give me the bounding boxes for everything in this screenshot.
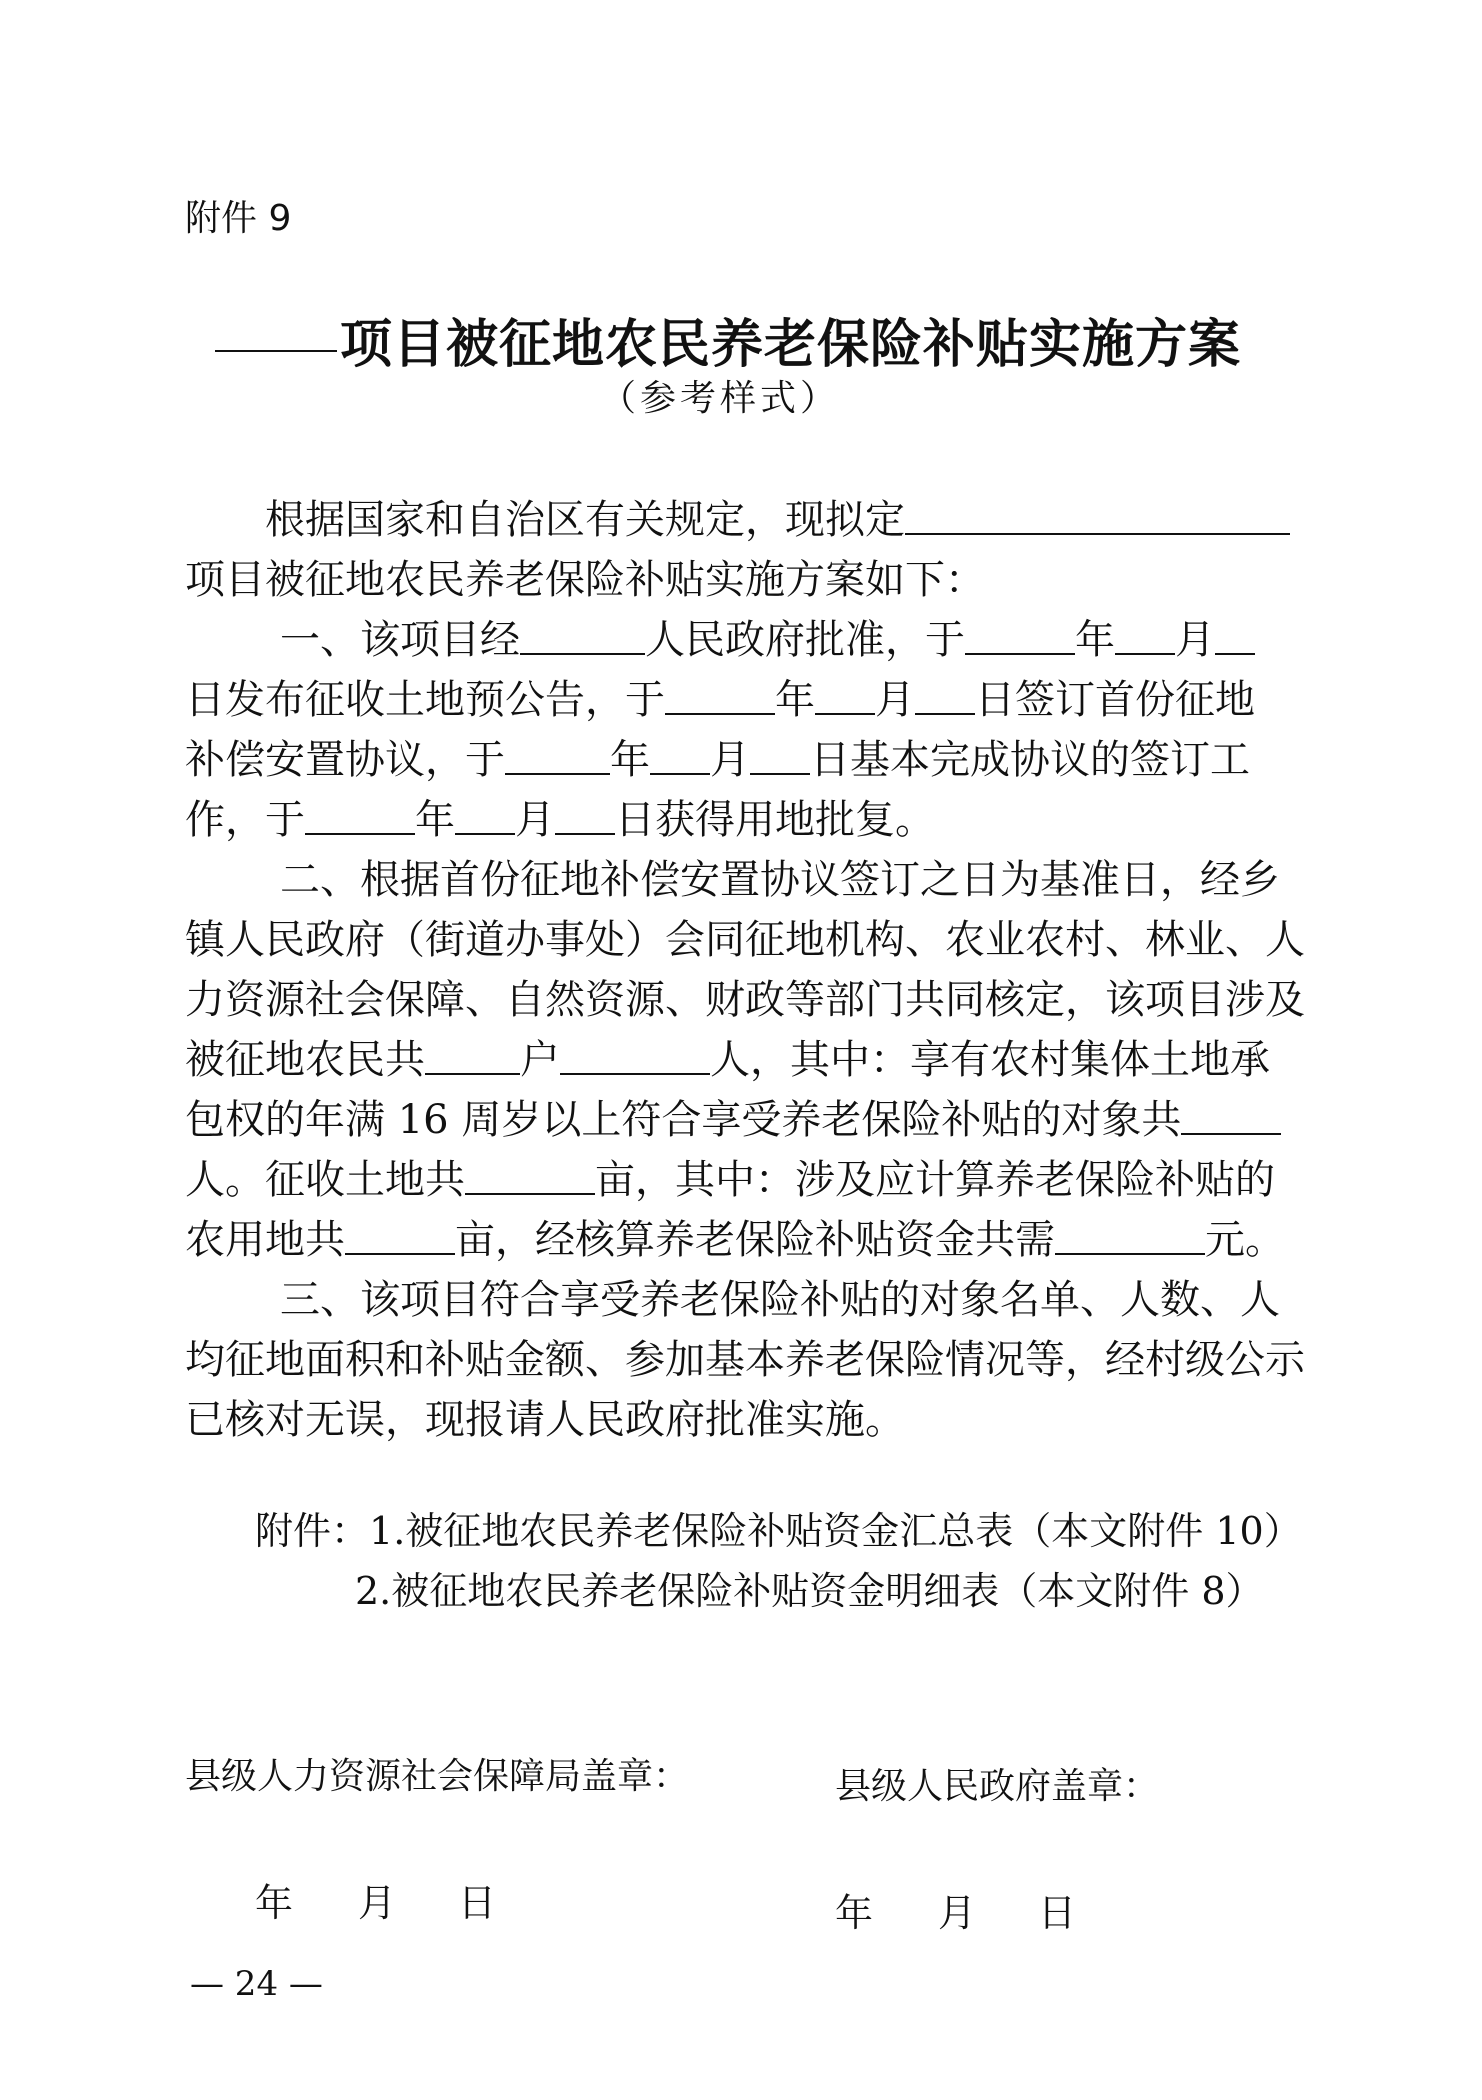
subsidy-amount-blank[interactable] [1055, 1213, 1205, 1255]
farmland-area-blank[interactable] [345, 1213, 455, 1255]
month-blank[interactable] [650, 733, 710, 775]
section3-line-1: 三、该项目符合享受养老保险补贴的对象名单、人数、人 [280, 1277, 1280, 1323]
year-blank[interactable] [665, 673, 775, 715]
document-subtitle: （参考样式） [600, 378, 841, 419]
s2-text: 包权的年满 16 周岁以上符合享受养老保险补贴的对象共 [185, 1097, 1182, 1143]
county-government-seal-label: 县级人民政府盖章： [835, 1766, 1160, 1807]
s1-text: 日签订首份征地 [975, 677, 1255, 723]
s2-text: 人。征收土地共 [185, 1157, 465, 1203]
section2-line-1: 二、根据首份征地补偿安置协议签订之日为基准日，经乡 [280, 857, 1280, 903]
day-blank[interactable] [1215, 613, 1255, 655]
s2-text: 户 [520, 1037, 560, 1083]
s1-text: 补偿安置协议，于 [185, 737, 505, 783]
section1-line-4 [185, 792, 1275, 848]
s1-text: 月 [710, 737, 750, 783]
left-date-month: 月 [358, 1881, 397, 1925]
section3-line-2: 均征地面积和补贴金额、参加基本养老保险情况等，经村级公示 [185, 1337, 1305, 1383]
s2-text: 被征地农民共 [185, 1037, 425, 1083]
intro-line-1 [265, 492, 1355, 548]
attachments-label: 附件： [255, 1509, 370, 1553]
hr-bureau-seal-label: 县级人力资源社会保障局盖章： [185, 1756, 690, 1797]
section2-line-3: 力资源社会保障、自然资源、财政等部门共同核定，该项目涉及 [185, 977, 1305, 1023]
persons-blank[interactable] [560, 1033, 710, 1075]
s1-text: 月 [875, 677, 915, 723]
section2-line-6 [185, 1152, 1275, 1208]
s1-text: 月 [515, 797, 555, 843]
s2-text: 元。 [1205, 1217, 1285, 1263]
document-title: 项目被征地农民养老保险补贴实施方案 [340, 315, 1242, 375]
right-date-year: 年 [835, 1891, 874, 1935]
s1-text: 一、该项目经 [280, 617, 520, 663]
title-blank[interactable] [215, 320, 337, 354]
s1-text: 年 [415, 797, 455, 843]
month-blank[interactable] [815, 673, 875, 715]
right-date-day: 日 [1038, 1891, 1077, 1935]
right-date-month: 月 [938, 1891, 977, 1935]
day-blank[interactable] [750, 733, 810, 775]
day-blank[interactable] [915, 673, 975, 715]
day-blank[interactable] [555, 793, 615, 835]
intro-line-2: 项目被征地农民养老保险补贴实施方案如下： [185, 557, 985, 603]
intro-text: 根据国家和自治区有关规定，现拟定 [265, 497, 905, 543]
s1-text: 月 [1175, 617, 1215, 663]
section2-line-2: 镇人民政府（街道办事处）会同征地机构、农业农村、林业、人 [185, 917, 1305, 963]
page-number: — 24 — [190, 1964, 323, 2004]
section2-line-5 [185, 1092, 1275, 1148]
left-date-year: 年 [255, 1881, 294, 1925]
section1-line-3 [185, 732, 1275, 788]
s1-text: 年 [1075, 617, 1115, 663]
section2-line-4 [185, 1032, 1275, 1088]
s2-text: 农用地共 [185, 1217, 345, 1263]
attachment-item-2: 2.被征地农民养老保险补贴资金明细表（本文附件 8） [355, 1569, 1264, 1613]
eligible-count-blank[interactable] [1181, 1093, 1281, 1135]
year-blank[interactable] [305, 793, 415, 835]
households-blank[interactable] [425, 1033, 520, 1075]
s1-text: 年 [775, 677, 815, 723]
year-blank[interactable] [965, 613, 1075, 655]
section1-line-2 [185, 672, 1275, 728]
s2-text: 亩，其中：涉及应计算养老保险补贴的 [595, 1157, 1275, 1203]
s1-text: 日发布征收土地预公告，于 [185, 677, 665, 723]
section2-line-7 [185, 1212, 1285, 1268]
attachment-number-label: 附件 9 [185, 198, 292, 239]
month-blank[interactable] [455, 793, 515, 835]
s1-text: 人民政府批准，于 [645, 617, 965, 663]
government-blank[interactable] [520, 613, 645, 655]
land-area-blank[interactable] [465, 1153, 595, 1195]
left-date-day: 日 [458, 1881, 497, 1925]
section1-line-1 [280, 612, 1370, 668]
s2-text: 人，其中：享有农村集体土地承 [710, 1037, 1270, 1083]
s1-text: 年 [610, 737, 650, 783]
s2-text: 亩，经核算养老保险补贴资金共需 [455, 1217, 1055, 1263]
s1-text: 日获得用地批复。 [615, 797, 935, 843]
section3-line-3: 已核对无误，现报请人民政府批准实施。 [185, 1397, 905, 1443]
year-blank[interactable] [505, 733, 610, 775]
attachment-item-1: 1.被征地农民养老保险补贴资金汇总表（本文附件 10） [369, 1509, 1302, 1553]
month-blank[interactable] [1115, 613, 1175, 655]
project-name-blank[interactable] [905, 493, 1290, 535]
s1-text: 日基本完成协议的签订工 [810, 737, 1250, 783]
s1-text: 作，于 [185, 797, 305, 843]
attachments-line-1 [255, 1503, 1345, 1559]
